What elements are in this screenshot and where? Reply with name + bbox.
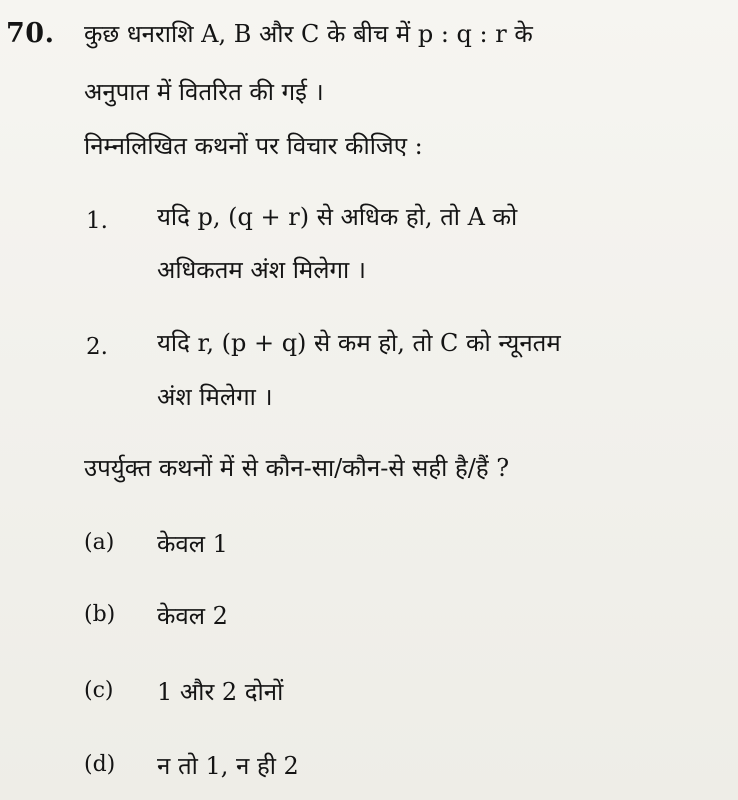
option-d-text[interactable]: न तो 1, न ही 2 bbox=[157, 752, 299, 780]
question-instruction: निम्नलिखित कथनों पर विचार कीजिए : bbox=[84, 132, 423, 160]
option-d-label[interactable]: (d) bbox=[84, 752, 116, 777]
question-stem-line-1: कुछ धनराशि A, B और C के बीच में p : q : r के bbox=[84, 20, 533, 48]
statement-2-line-1: यदि r, (p + q) से कम हो, तो C को न्यूनतम bbox=[157, 329, 561, 357]
option-c-label[interactable]: (c) bbox=[84, 678, 114, 703]
question-number: 70. bbox=[6, 18, 55, 49]
question-stem-line-2: अनुपात में वितरित की गई । bbox=[84, 78, 324, 106]
option-c-text[interactable]: 1 और 2 दोनों bbox=[157, 678, 284, 706]
statement-1-number: 1. bbox=[86, 208, 108, 234]
option-a-label[interactable]: (a) bbox=[84, 530, 115, 555]
statement-1-line-2: अधिकतम अंश मिलेगा । bbox=[157, 256, 366, 284]
statement-1-line-1: यदि p, (q + r) से अधिक हो, तो A को bbox=[157, 203, 518, 231]
statement-2-line-2: अंश मिलेगा । bbox=[157, 383, 273, 411]
option-b-label[interactable]: (b) bbox=[84, 602, 116, 627]
statement-2-number: 2. bbox=[86, 334, 108, 360]
question-prompt: उपर्युक्त कथनों में से कौन-सा/कौन-से सही है/हैं ? bbox=[84, 454, 510, 482]
option-b-text[interactable]: केवल 2 bbox=[157, 602, 228, 630]
option-a-text[interactable]: केवल 1 bbox=[157, 530, 228, 558]
